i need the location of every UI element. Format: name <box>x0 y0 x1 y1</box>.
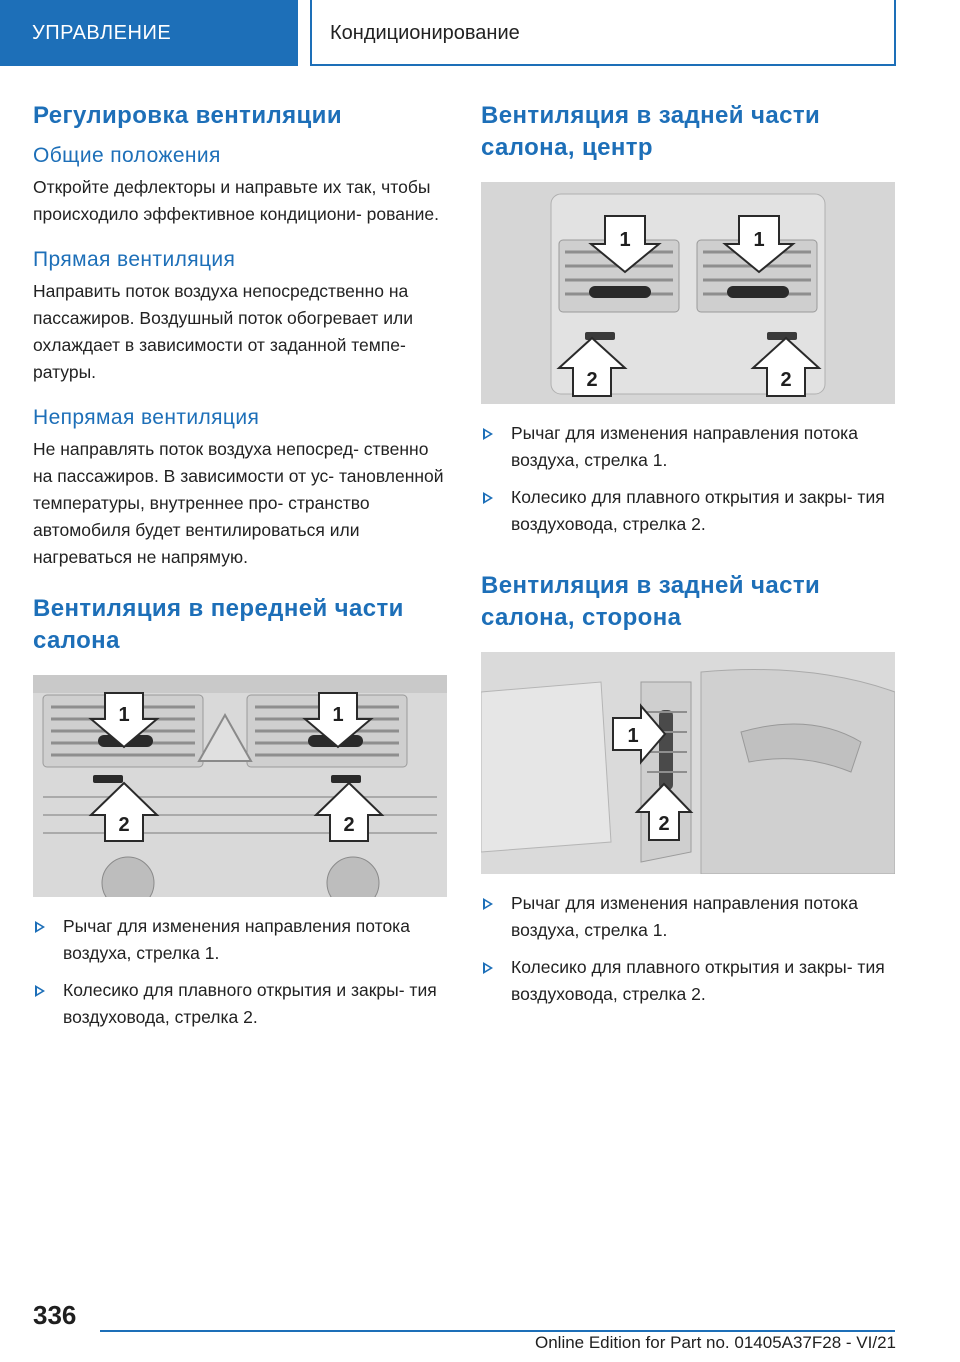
rear-side-heading: Вентиляция в задней части салона, сторона <box>481 572 821 631</box>
rear-center-illustration <box>481 182 895 404</box>
rear-side-callout-1: 1 <box>627 725 639 747</box>
general-heading: Общие положения <box>33 144 221 167</box>
direct-text: Направить поток воздуха непосредственно на пассажиров. Воздушный поток обогревает или охлаждает в зависимости от заданной темпе- ратуры. <box>33 281 413 382</box>
rear-side-callout-2: 2 <box>658 813 670 835</box>
rear-side-bullets <box>481 890 897 1008</box>
list-item: Рычаг для изменения направления потока воздуха, стрелка 1. <box>481 890 897 944</box>
list-item: Колесико для плавного открытия и закры- тия воздуховода, стрелка 2. <box>481 954 897 1008</box>
front-heading: Вентиляция в передней части салона <box>33 595 404 654</box>
rear-side-figure <box>481 652 895 874</box>
rear-center-callout-1-right: 1 <box>753 229 765 251</box>
bullet-triangle-icon <box>483 428 493 440</box>
front-bullets <box>33 913 449 1031</box>
page-number: 336 <box>33 1300 77 1330</box>
section-title: Регулировка вентиляции <box>33 102 342 129</box>
rear-center-callout-2-right: 2 <box>780 369 792 391</box>
front-callout-1-right: 1 <box>332 704 344 726</box>
list-item: Колесико для плавного открытия и закры- тия воздуховода, стрелка 2. <box>481 484 897 538</box>
bullet-triangle-icon <box>483 962 493 974</box>
rear-side-illustration <box>481 652 895 874</box>
direct-heading: Прямая вентиляция <box>33 248 236 271</box>
footer-divider <box>100 1330 895 1332</box>
chapter-title: Кондиционирование <box>310 0 896 66</box>
front-vents-figure <box>33 675 447 897</box>
footer-edition: Online Edition for Part no. 01405A37F28 - VI/21 <box>534 1333 896 1352</box>
left-column <box>33 100 449 1041</box>
bullet-triangle-icon <box>35 921 45 933</box>
bullet-triangle-icon <box>483 492 493 504</box>
front-callout-2-right: 2 <box>343 814 355 836</box>
list-item: Колесико для плавного открытия и закры- тия воздуховода, стрелка 2. <box>33 977 449 1031</box>
front-vents-illustration <box>33 675 447 897</box>
rear-center-callout-1-left: 1 <box>619 229 631 251</box>
list-item: Рычаг для изменения направления потока воздуха, стрелка 1. <box>481 420 897 474</box>
rear-center-bullets <box>481 420 897 538</box>
rear-center-callout-2-left: 2 <box>586 369 598 391</box>
bullet-triangle-icon <box>35 985 45 997</box>
indirect-text: Не направлять поток воздуха непосред- ственно на пассажиров. В зависимости от ус- тановленной температуры, внутреннее про- странство автомобиля будет вентилироваться или нагреваться не напрямую. <box>33 439 444 567</box>
front-callout-1-left: 1 <box>118 704 130 726</box>
front-callout-2-left: 2 <box>118 814 130 836</box>
list-item: Рычаг для изменения направления потока воздуха, стрелка 1. <box>33 913 449 967</box>
right-column <box>481 100 897 1018</box>
general-text: Откройте дефлекторы и направьте их так, чтобы происходило эффективное кондициони- рование. <box>33 177 439 224</box>
rear-center-figure <box>481 182 895 404</box>
rear-center-heading: Вентиляция в задней части салона, центр <box>481 102 821 161</box>
section-tab: УПРАВЛЕНИЕ <box>0 0 298 66</box>
indirect-heading: Непрямая вентиляция <box>33 406 260 429</box>
bullet-triangle-icon <box>483 898 493 910</box>
